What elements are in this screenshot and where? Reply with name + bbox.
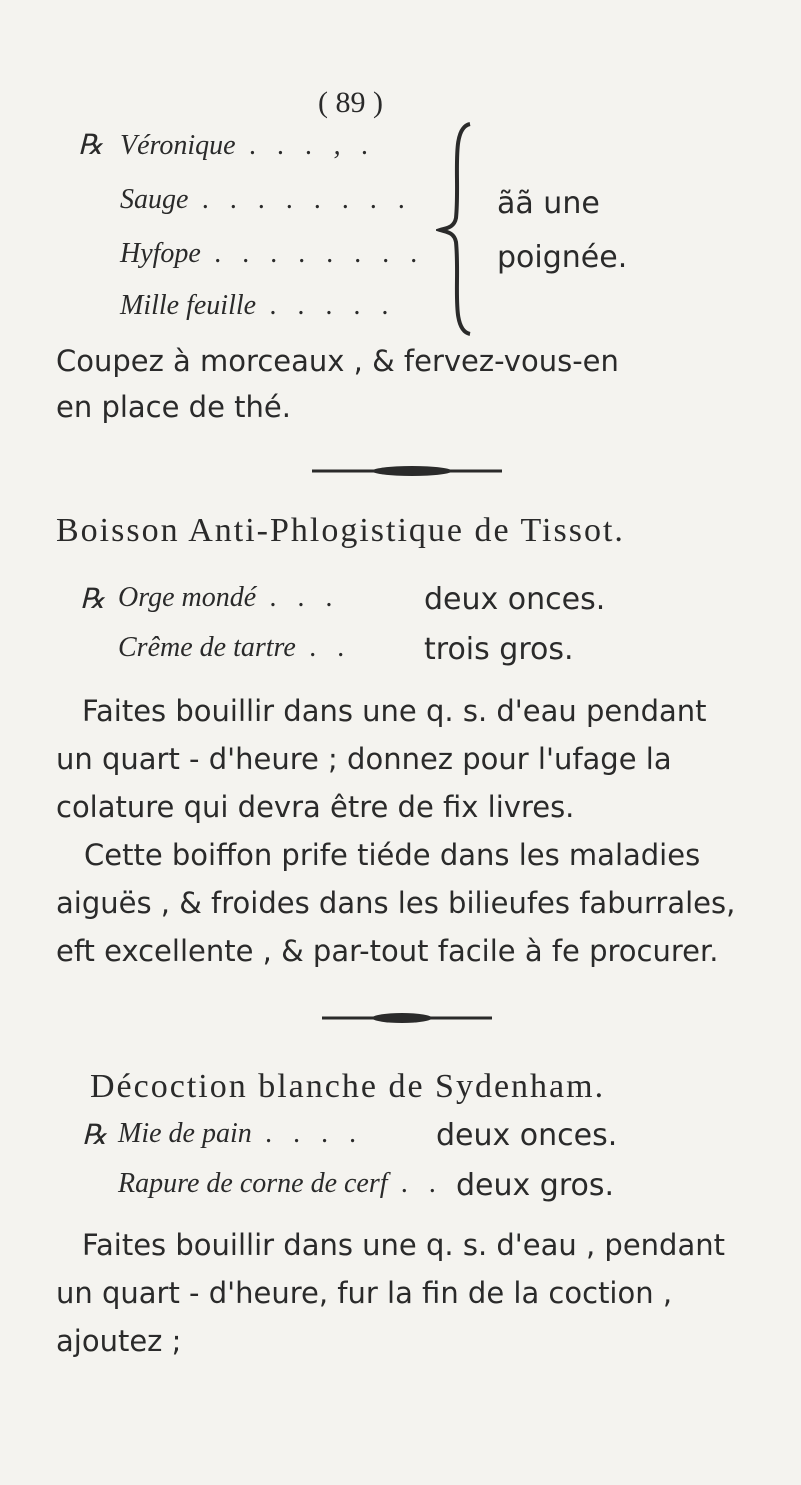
dose-text: deux onces.	[424, 582, 606, 617]
recipe-item: Mille feuille . . . . .	[120, 290, 397, 321]
recipe-item: Mie de pain . . . .	[118, 1118, 364, 1149]
recipe-item: Rapure de corne de cerf . .	[118, 1168, 444, 1199]
recipe-item: Crême de tartre . .	[118, 632, 352, 663]
paragraph-line: eft excellente , & par-tout facile à fe procurer.	[56, 934, 719, 968]
page-number: ( 89 )	[318, 86, 383, 119]
paragraph-line: colature qui devra être de fix livres.	[56, 790, 575, 824]
paragraph-line: Faites bouillir dans une q. s. d'eau pendant	[82, 694, 707, 728]
dose-text: deux gros.	[456, 1168, 615, 1203]
ornament-divider	[312, 465, 502, 477]
paragraph-line: Coupez à morceaux , & fervez-vous-en	[56, 344, 619, 378]
recipe-symbol: ℞	[80, 584, 106, 615]
recipe-symbol: ℞	[82, 1120, 108, 1151]
dose-text: ãã une	[497, 186, 600, 221]
dose-text: trois gros.	[424, 632, 574, 667]
paragraph-line: un quart - d'heure ; donnez pour l'ufage la	[56, 742, 672, 776]
section-heading: Boisson Anti-Phlogistique de Tissot.	[56, 512, 625, 549]
dose-text: deux onces.	[436, 1118, 618, 1153]
dose-text: poignée.	[497, 240, 628, 275]
paragraph-line: aiguës , & froides dans les bilieufes faburrales,	[56, 886, 736, 920]
ornament-divider	[322, 1012, 492, 1024]
paragraph-line: Cette boiffon prife tiéde dans les maladies	[84, 838, 701, 872]
recipe-item: Orge mondé . . .	[118, 582, 341, 613]
recipe-item: Sauge . . . . . . . .	[120, 184, 413, 215]
recipe-item: Véronique . . . , .	[120, 130, 376, 161]
paragraph-line: ajoutez ;	[56, 1324, 182, 1358]
brace-icon	[436, 118, 476, 338]
paragraph-line: un quart - d'heure, fur la fin de la coction ,	[56, 1276, 673, 1310]
section-heading: Décoction blanche de Sydenham.	[90, 1068, 606, 1105]
recipe-item: Hyfope . . . . . . . .	[120, 238, 425, 269]
paragraph-line: en place de thé.	[56, 390, 291, 424]
paragraph-line: Faites bouillir dans une q. s. d'eau , pendant	[82, 1228, 725, 1262]
recipe-symbol: ℞	[78, 130, 104, 161]
